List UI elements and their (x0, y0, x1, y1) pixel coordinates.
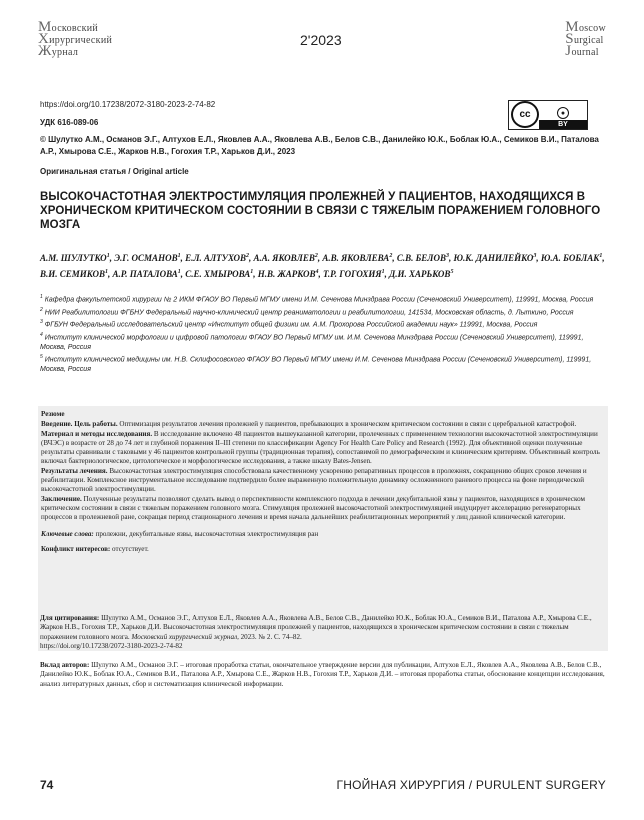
udk-code: УДК 616-089-06 (40, 118, 99, 127)
author-name: С.В. БЕЛОВ (396, 253, 446, 263)
author-affiliation-marker: 3 (533, 253, 537, 259)
affiliation-number: 2 (40, 306, 43, 313)
citation-block: Для цитирования: Шулутко А.М., Османов Э.Г., Алтухов Е.Л., Яковлев А.А., Яковлева А.В., Белов С.В., Данилейко Ю.К., Боблак Ю.А., Семиков В.И., Паталова А.Р., Хмырова С.Е., Жарков Н.В., Гогохия Т.Р., Харьков Д.И. Высокочастотная электростимуляция пролежней у пациентов, находящихся в хроническом критическом состоянии в связи с тяжелым поражением головного мозга. Московский хирургический журнал, 2023. № 2. С. 74–82. https://doi.org/10.17238/2072-3180-2023-2-74-82 (40, 614, 592, 650)
author-name: А.В. ЯКОВЛЕВА (322, 253, 390, 263)
abstract-intro: Введение. Цель работы. Оптимизация результатов лечения пролежней у пациентов, пребывающих в хроническом критическом состоянии в связи с церебральной катастрофой. (41, 420, 577, 429)
abstract-results: Результаты лечения. Высокочастотная электростимуляция способствовала качественному ускорению репаративных процессов в пролежнях, сокращению общих сроков лечения и реабилитации. Комплексное инструментальное исследование подтвердило более выраженную положительную динамику осложненного раневого процесса на фоне периодической высокочастотной электростимуляции. (41, 466, 587, 494)
author-affiliation-marker: 1 (104, 269, 108, 275)
doi-link[interactable]: https://doi.org/10.17238/2072-3180-2023-2-74-82 (40, 100, 216, 109)
affiliation-list (40, 293, 608, 376)
affiliation-text: ФГБУН Федеральный исследовательский центр «Институт общей физики им. А.М. Прохорова Российской академии наук» 119991, Москва, Россия (44, 321, 538, 329)
affiliation-item (40, 306, 608, 318)
author-affiliation-marker: 2 (389, 253, 393, 259)
affiliation-text: Институт клинической морфологии и цифровой патологии ФГАОУ ВО Первый МГМУ им. И.М. Сеченова Минздрава России (Сеченовский Университет), 119991, Москва, Россия (40, 334, 584, 351)
article-title: ВЫСОКОЧАСТОТНАЯ ЭЛЕКТРОСТИМУЛЯЦИЯ ПРОЛЕЖНЕЙ У ПАЦИЕНТОВ, НАХОДЯЩИХСЯ В ХРОНИЧЕСКОМ КРИТИЧЕСКОМ СОСТОЯНИИ В СВЯЗИ С ТЯЖЕЛЫМ ПОРАЖЕНИЕМ ГОЛОВНОГО МОЗГА (40, 191, 601, 231)
attribution-person-icon: ● (557, 107, 569, 119)
affiliation-text: Кафедра факультетской хирургии № 2 ИКМ ФГАОУ ВО Первый МГМУ имени И.М. Сеченова Минздрава России (Сеченовский Университет), 119991, Москва, Россия (44, 296, 594, 304)
affiliation-number: 5 (40, 354, 43, 361)
author-name: А.М. ШУЛУТКО (40, 253, 107, 263)
issue-number: 2'2023 (300, 32, 342, 48)
journal-logo-ru: Московский Хирургический Журнал (38, 19, 113, 59)
author-name: Д.И. ХАРЬКОВ (389, 269, 451, 279)
author-affiliation-marker: 1 (106, 253, 110, 259)
affiliation-number: 4 (40, 331, 43, 338)
author-name: А.А. ЯКОВЛЕВ (253, 253, 315, 263)
affiliation-number: 3 (40, 319, 43, 326)
affiliation-item (40, 293, 608, 305)
author-affiliation-marker: 1 (250, 269, 254, 275)
cc-icon: cc (511, 101, 539, 128)
author-name: Э.Г. ОСМАНОВ (114, 253, 178, 263)
by-label: BY (539, 120, 587, 129)
journal-section-title: ГНОЙНАЯ ХИРУРГИЯ / PURULENT SURGERY (336, 778, 606, 792)
author-affiliation-marker: 4 (315, 269, 319, 275)
author-name: Ю.А. БОБЛАК (540, 253, 600, 263)
affiliation-item (40, 331, 608, 353)
affiliation-text: Институт клинической медицины им. Н.В. Склифосовского ФГАОУ ВО Первый МГМУ имени И.М. Сеченова Минздрава России (Сеченовский Университет), 119991, Москва, Россия (40, 356, 592, 374)
author-name: Н.В. ЖАРКОВ (257, 269, 316, 279)
keywords: Ключевые слова: пролежни, декубитальные язвы, высокочастотная электростимуляция ран (41, 529, 319, 538)
abstract-methods: Материал и методы исследования. В исследование включено 48 пациентов вышеуказанной категории, пролеченных с применением технологии высокочастотной электростимуляции (ВЧЭС) в возрасте от 28 до 74 лет и глубиной поражения II–III степени по классификации Agency For Health Care Policy and Research (1992). Для объективной оценки полученные результаты сравнивали с таковыми у 46 пациентов контрольной группы (традиционная терапия), сопоставимой по демографическим и клиническим критериям. Объективный контроль включал бактериологическое, цитологическое и морфологическое исследования, а также шкалу Bates-Jensen. (41, 429, 600, 466)
author-affiliation-marker: 2 (246, 253, 249, 259)
author-affiliation-marker: 1 (177, 269, 181, 275)
author-name: Т.Р. ГОГОХИЯ (322, 269, 382, 279)
author-name: С.Е. ХМЫРОВА (185, 269, 251, 279)
affiliation-text: НИИ Реабилитологии ФГБНУ Федеральный научно-клинический центр реаниматологии и реабилитологии, 141534, Московская область, д. Лыткино, Россия (44, 308, 574, 316)
author-affiliation-marker: 1 (599, 253, 603, 259)
author-name: Ю.К. ДАНИЛЕЙКО (453, 253, 534, 263)
author-affiliation-marker: 2 (314, 253, 318, 259)
author-list: А.М. ШУЛУТКО$^1$, Э.Г. ОСМАНОВ$^1$, Е.Л. АЛТУХОВ$^2$, А.А. ЯКОВЛЕВ$^2$, А.В. ЯКОВЛЕВА$^2$, С.В. БЕЛОВ$^3$, Ю.К. ДАНИЛЕЙКО$^3$, Ю.А. БОБЛАК$^1$, В.И. СЕМИКОВ$^1$, А.Р. ПАТАЛОВА$^1$, С.Е. ХМЫРОВА$^1$, Н.В. ЖАРКОВ$^4$, Т.Р. ГОГОХИЯ$^1$, Д.И. ХАРЬКОВ$^5$ (40, 253, 605, 279)
abstract-conclusion: Заключение. Полученные результаты позволяют сделать вывод о перспективности комплексного подхода в лечении декубитальной язвы у пациентов, находящихся в хроническом критическом состоянии в связи с тяжелым поражением головного мозга. Стимуляция пролежней высокочастотной электростимуляцией индуцирует акселерацию регенераторных процессов в пролежневой ране, сокращая период стационарного лечения и время начала дальнейших реабилитационных мероприятий у лиц данной клинической категории. (41, 494, 586, 522)
journal-logo-en: Moscow Surgical Journal (565, 19, 606, 59)
page-footer (40, 774, 606, 798)
author-affiliation-marker: 1 (381, 269, 385, 275)
author-name: В.И. СЕМИКОВ (40, 269, 105, 279)
author-name: Е.Л. АЛТУХОВ (185, 253, 246, 263)
conflict-of-interest: Конфликт интересов: отсутствует. (41, 544, 149, 553)
abstract-heading: Резюме (41, 410, 65, 418)
copyright-line: © Шулутко А.М., Османов Э.Г., Алтухов Е.Л., Яковлев А.А., Яковлева А.В., Белов С.В., Данилейко Ю.К., Боблак Ю.А., Семиков В.И., Паталова А.Р., Хмырова С.Е., Жарков Н.В., Гогохия Т.Р., Харьков Д.И., 2023 (40, 135, 599, 156)
author-contribution-block: Вклад авторов: Шулутко А.М., Османов Э.Г. – итоговая проработка статьи, окончательное утверждение версии для публикации, Алтухов Е.Л., Яковлев А.А., Яковлева А.В., Белов С.В., Данилейко Ю.К., Боблак Ю.А., Семиков В.И., Паталова А.Р., Хмырова С.Е., Жарков Н.В., Гогохия Т.Р., Харьков Д.И. – итоговая проработка статьи, обоснование концепции исследования, анализ литературных данных, сбор и систематизация клинической информации. (40, 661, 605, 688)
affiliation-item (40, 353, 608, 375)
citation-doi-link[interactable]: https://doi.org/10.17238/2072-3180-2023-2-74-82 (40, 641, 183, 650)
cc-by-license-badge[interactable] (508, 100, 588, 130)
author-affiliation-marker: 5 (450, 269, 454, 275)
author-affiliation-marker: 1 (177, 253, 181, 259)
affiliation-item (40, 318, 608, 330)
affiliation-number: 1 (40, 294, 43, 300)
article-type: Оригинальная статья / Original article (40, 167, 189, 176)
page-number: 74 (40, 778, 54, 792)
author-name: А.Р. ПАТАЛОВА (112, 269, 178, 279)
page-header (38, 19, 606, 72)
author-affiliation-marker: 3 (445, 253, 449, 259)
